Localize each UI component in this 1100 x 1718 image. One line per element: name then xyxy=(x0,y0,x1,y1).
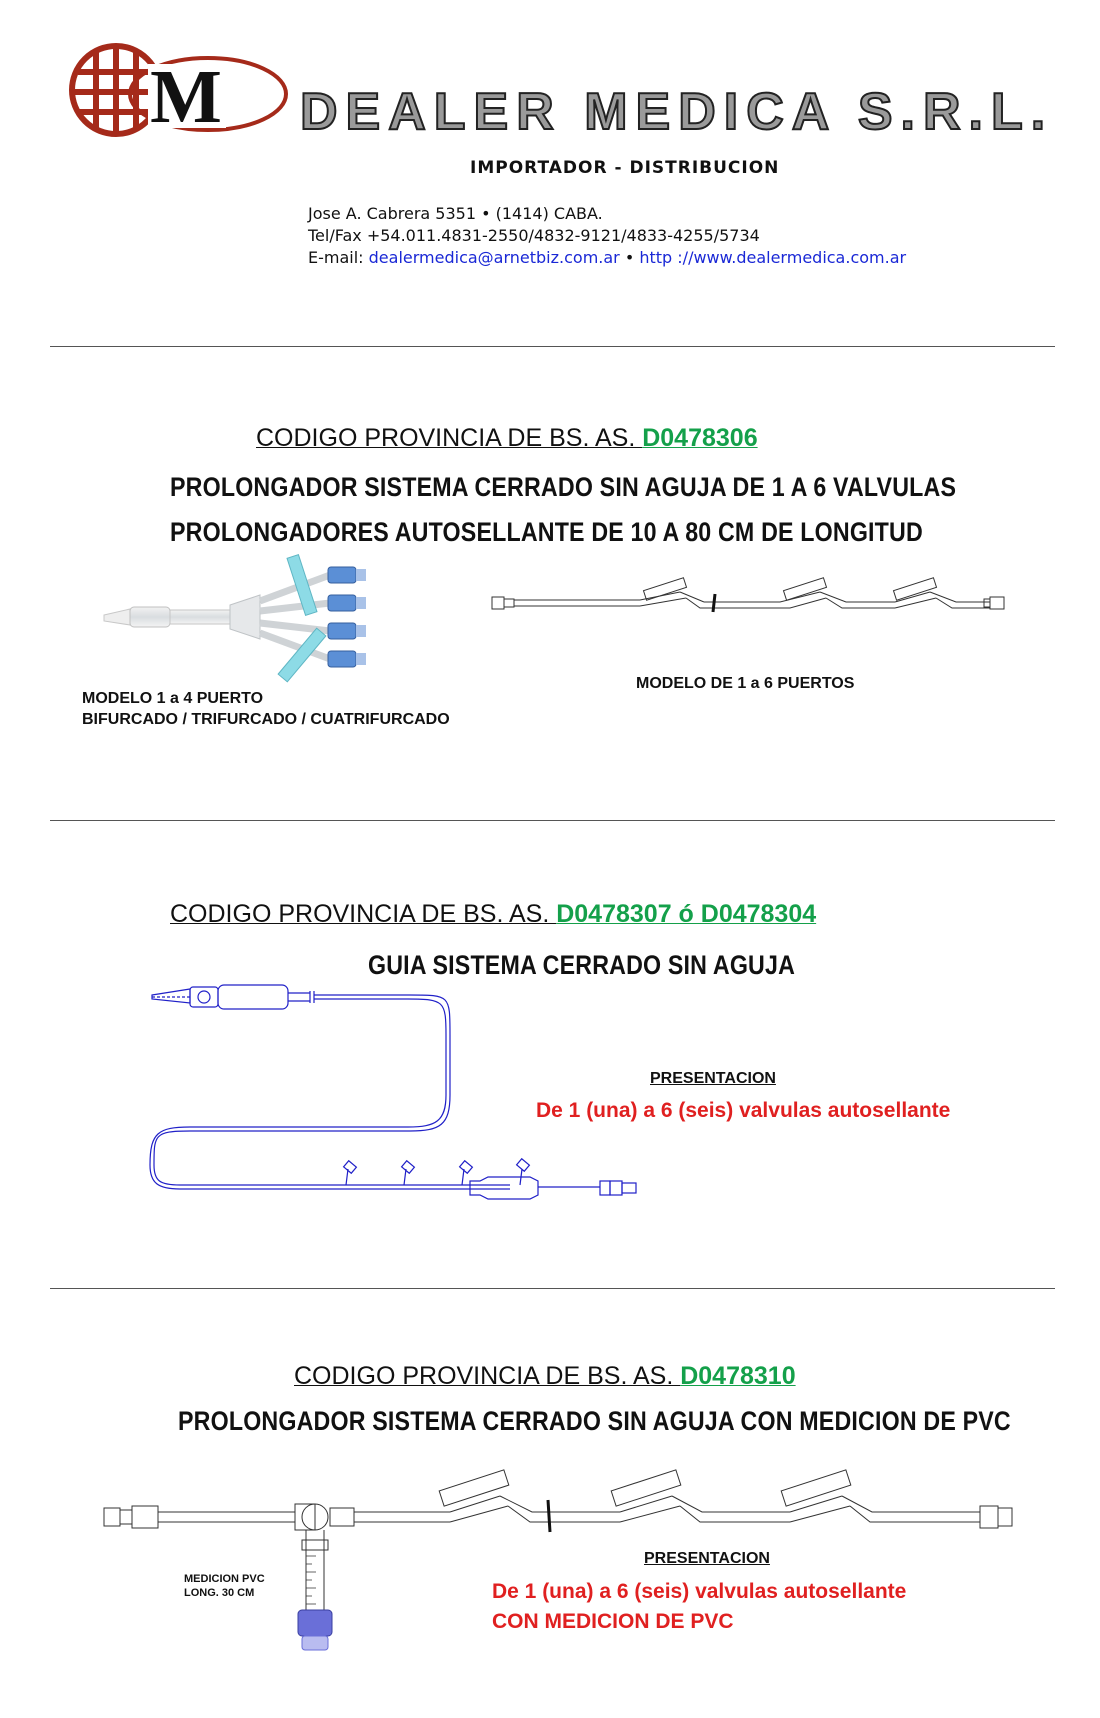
blue-connector xyxy=(298,1610,332,1650)
dealer-medica-logo xyxy=(68,42,288,142)
email-line xyxy=(308,248,906,267)
website-link[interactable]: http ://www.dealermedica.com.ar xyxy=(639,248,907,267)
divider xyxy=(50,346,1055,347)
email-link[interactable]: dealermedica@arnetbiz.com.ar xyxy=(368,248,620,267)
presentation-label: PRESENTACION xyxy=(644,1550,770,1567)
company-name: DEALER MEDICA S.R.L. xyxy=(300,83,1054,141)
presentation-text: De 1 (una) a 6 (seis) valvulas autosellante xyxy=(492,1580,907,1603)
tagline: IMPORTADOR - DISTRIBUCION xyxy=(470,158,780,178)
caption-left: MODELO 1 a 4 PUERTO xyxy=(82,690,264,707)
code-label: CODIGO PROVINCIA DE BS. AS. xyxy=(170,900,557,928)
headline: PROLONGADOR SISTEMA CERRADO SIN AGUJA DE 1 A 6 VALVULAS xyxy=(170,472,957,502)
measure-label: LONG. 30 CM xyxy=(184,1587,255,1599)
headline: PROLONGADOR SISTEMA CERRADO SIN AGUJA CON MEDICION DE PVC xyxy=(178,1406,1011,1436)
six-port-extension-line-drawing xyxy=(490,578,1010,628)
product-code: D0478306 xyxy=(642,424,758,452)
code-label: CODIGO PROVINCIA DE BS. AS. xyxy=(294,1362,681,1390)
code-line-2 xyxy=(170,900,816,929)
headline: PROLONGADORES AUTOSELLANTE DE 10 A 80 CM DE LONGITUD xyxy=(170,517,923,547)
telfax: Tel/Fax +54.011.4831-2550/4832-9121/4833-4255/5734 xyxy=(308,226,760,245)
caption-left: BIFURCADO / TRIFURCADO / CUATRIFURCADO xyxy=(82,711,450,728)
code-label: CODIGO PROVINCIA DE BS. AS. xyxy=(256,424,643,452)
four-port-connector-photo xyxy=(100,565,400,685)
presentation-text: CON MEDICION DE PVC xyxy=(492,1610,734,1633)
separator: • xyxy=(619,248,640,267)
email-label: E-mail: xyxy=(308,248,369,267)
divider xyxy=(50,1288,1055,1289)
product-code: D0478310 xyxy=(680,1362,796,1390)
presentation-text: De 1 (una) a 6 (seis) valvulas autosellante xyxy=(536,1099,951,1122)
logo-letter: M xyxy=(150,55,222,139)
divider xyxy=(50,820,1055,821)
headline: GUIA SISTEMA CERRADO SIN AGUJA xyxy=(368,950,796,980)
code-line-1 xyxy=(256,424,758,453)
presentation-label: PRESENTACION xyxy=(650,1070,776,1087)
address: Jose A. Cabrera 5351 • (1414) CABA. xyxy=(308,204,603,223)
measure-label: MEDICION PVC xyxy=(184,1573,265,1585)
code-line-3 xyxy=(294,1362,796,1391)
caption-right: MODELO DE 1 a 6 PUERTOS xyxy=(636,675,855,692)
product-code: D0478307 ó D0478304 xyxy=(556,900,817,928)
iv-guide-line-drawing xyxy=(150,985,550,1205)
